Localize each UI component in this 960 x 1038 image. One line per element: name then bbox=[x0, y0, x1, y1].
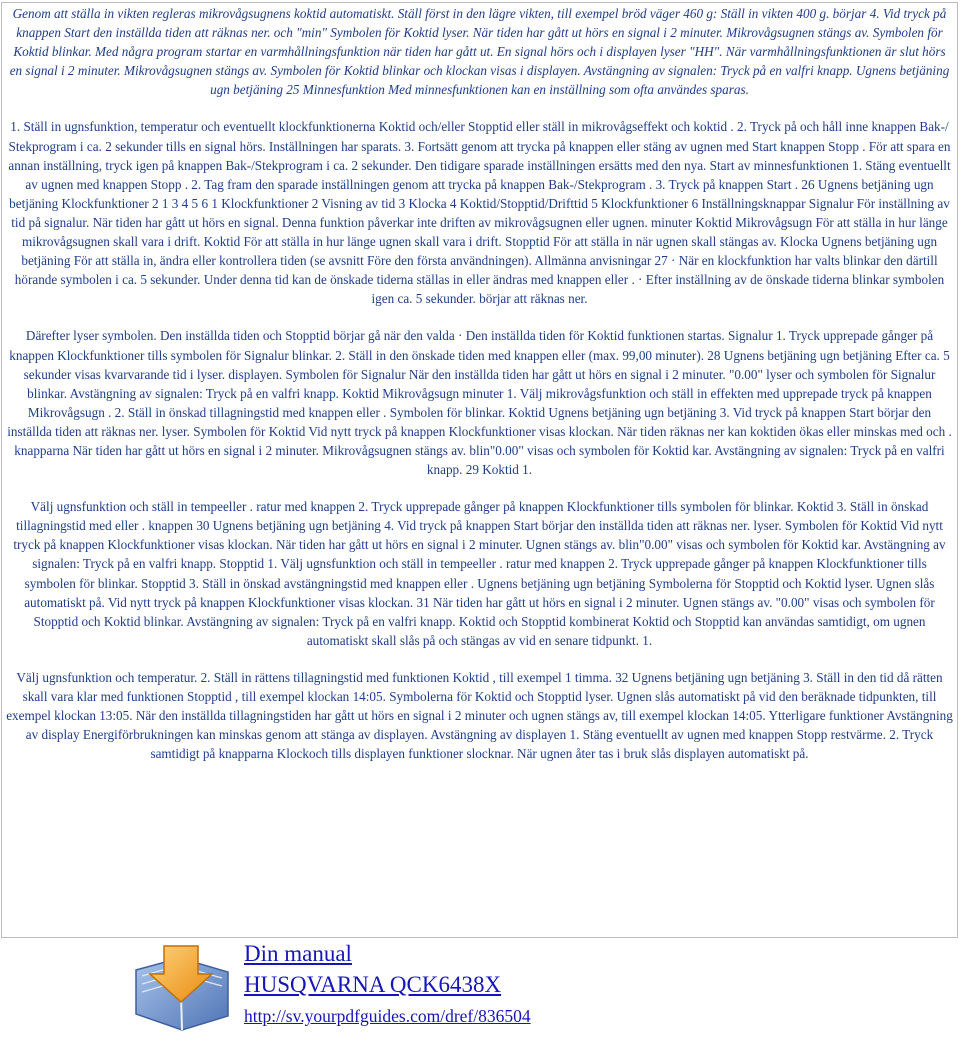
footer-links bbox=[244, 938, 531, 1030]
manual-link[interactable]: Din manual bbox=[244, 941, 352, 966]
paragraph-gap bbox=[6, 650, 953, 668]
paragraph-gap bbox=[6, 479, 953, 497]
paragraph-timer-koktid: Därefter lyser symbolen. Den inställda tiden och Stopptid börjar gå när den valda · Den inställda tiden för Koktid funktionen startas. Signalur 1. Tryck upprepade gånger på knappen Klockfunktioner tills symbolen för Signalur blinkar. 2. Ställ in den önskade tiden med knappen eller (max. 99,00 minuter). 28 Ugnens betjäning ugn betjäning Efter ca. 5 sekunder visas kvarvarande tid i lyser. displayen. Symbolen för Signalur När den inställda tiden har gått ut hörs en signal i 2 minuter. "0.00" lyser och symbolen för Signalur blinkar. Avstängning av signalen: Tryck på en valfri knapp. Koktid Mikrovågsugn minuter 1. Välj mikrovågsfunktion och ställ in effekten med upprepade tryck på knappen Mikrovågsugn . 2. Ställ in önskad tillagningstid med knappen eller . Symbolen för blinkar. Koktid Ugnens betjäning ugn betjäning 3. Vid tryck på knappen Start börjar den inställda tiden att räknas ner. lyser. Symbolen för Koktid Vid nytt tryck på knappen Klockfunktioner visas klockan. När tiden räknas ner kan koktiden ökas eller minskas med och . knapparna När tiden har gått ut hörs en signal i 2 minuter. Mikrovågsugnen stängs av. blin"0.00" visas och symbolen för Koktid kar. Avstängning av signalen: Tryck på en valfri knapp. 29 Koktid 1. bbox=[7, 328, 952, 478]
model-link[interactable]: HUSQVARNA QCK6438X bbox=[244, 972, 502, 997]
paragraph-memory-intro: Genom att ställa in vikten regleras mikrovågsugnens koktid automatiskt. Ställ först in den lägre vikten, till exempel bröd väger 460 g: Ställ in vikten 400 g. börjar 4. Vid tryck på knappen Start den inställda tiden att räknas ner. och "min" Symbolen för Koktid lyser. När tiden har gått ut hörs en signal i 2 minuter. Mikrovågsugnen stängs av. Symbolen för Koktid blinkar. Med några program startar en varmhållningsfunktion när tiden har gått ut. En signal hörs och i displayen lyser "HH". När varmhållningsfunktionen är slut hörs en signal i 2 minuter. Mikrovågsugnen stängs av. Symbolen för Koktid blinkar och klockan visas i displayen. Avstängning av signalen: Tryck på en valfri knapp. Ugnens betjäning ugn betjäning 25 Minnesfunktion Med minnesfunktionen kan en inställning som ofta användes sparas. bbox=[9, 6, 950, 98]
paragraph-gap bbox=[6, 99, 953, 117]
download-footer bbox=[128, 938, 948, 1036]
url-link[interactable]: http://sv.yourpdfguides.com/dref/836504 bbox=[244, 1006, 531, 1026]
paragraph-combined-display: Välj ugnsfunktion och temperatur. 2. Ställ in rättens tillagningstid med funktionen Koktid , till exempel 1 timma. 32 Ugnens betjäning ugn betjäning 3. Ställ in den tid då rätten skall vara klar med funktionen Stopptid , till exempel klockan 14:05. Symbolerna för Koktid och Stopptid lyser. Ugnen slås automatiskt på vid den beräknade tidpunkten, till exempel klockan 13:05. När den inställda tillagningstiden har gått ut hörs en signal i 2 minuter och ugnen stängs av, till exempel klockan 14:05. Ytterligare funktioner Avstängning av display Energiförbrukningen kan minskas genom att stänga av displayen. Avstängning av displayen 1. Stäng eventuellt av ugnen med knappen Stopp restvärme. 2. Tryck samtidigt på knapparna Klockoch tills displayen funktioner slocknar. När ugnen åter tas i bruk slås displayen automatiskt på. bbox=[6, 669, 953, 762]
manual-page bbox=[1, 2, 958, 938]
paragraph-memory-clock: 1. Ställ in ugnsfunktion, temperatur och eventuellt klockfunktionerna Koktid och/eller Stopptid eller ställ in mikrovågseffekt och koktid . 2. Tryck på och håll inne knappen Bak-/ Stekprogram i ca. 2 sekunder tills en signal hörs. Inställningen har sparats. 3. Fortsätt genom att trycka på knappen eller stäng av ugnen med Start knappen Stopp . För att spara en annan inställning, tryck igen på knappen Bak-/Stekprogram i ca. 2 sekunder. Den tidigare sparade inställningen ersätts med den nya. Start av minnesfunktionen 1. Stäng eventuellt av ugnen med knappen Stopp . 2. Tag fram den sparade inställningen genom att trycka på knappen Bak-/Stekprogram . 3. Tryck på knappen Start . 26 Ugnens betjäning ugn betjäning Klockfunktioner 2 1 3 4 5 6 1 Klockfunktioner 2 Visning av tid 3 Klocka 4 Koktid/Stopptid/Drifttid 5 Klockfunktioner 6 Inställningsknappar Signalur För inställning av tid på signalur. När tiden har gått ut hörs en signal. Denna funktion påverkar inte driften av mikrovågsugnen eller ugnen. minuter Koktid Mikrovågsugn För att ställa in hur länge mikrovågsugnen skall vara i drift. Koktid För att ställa in hur länge ugnen skall vara i drift. Stopptid För att ställa in när ugnen skall stängas av. Klocka Ugnens betjäning ugn betjäning För att ställa in, ändra eller kontrollera tiden (se avsnitt Före den första användningen). Allmänna anvisningar 27 · När en klockfunktion har valts blinkar den därtill hörande symbolen i ca. 5 sekunder. Under denna tid kan de önskade tiderna ställas in eller ändras med knappen eller . · Efter inställning av de önskade tiderna blinkar symbolen igen ca. 5 sekunder. börjar att räknas ner. bbox=[8, 119, 951, 307]
book-arrow-icon bbox=[128, 940, 238, 1034]
paragraph-gap bbox=[6, 308, 953, 326]
paragraph-koktid-stopptid: Välj ugnsfunktion och ställ in tempeeller . ratur med knappen 2. Tryck upprepade gånger på knappen Klockfunktioner tills symbolen för blinkar. Koktid 3. Ställ in önskad tillagningstid med eller . knappen 30 Ugnens betjäning ugn betjäning 4. Vid tryck på knappen Start börjar den inställda tiden att räknas ner. lyser. Symbolen för Koktid Vid nytt tryck på knappen Klockfunktioner visas klockan. När tiden har gått ut hörs en signal i 2 minuter. Ugnen stängs av. blin"0.00" visas och symbolen för Koktid kar. Avstängning av signalen: Tryck på en valfri knapp. Stopptid 1. Välj ugnsfunktion och ställ in tempeeller . ratur med knappen 2. Tryck upprepade gånger på knappen Klockfunktioner tills symbolen för blinkar. Stopptid 3. Ställ in önskad avstängningstid med knappen eller . Ugnens betjäning ugn betjäning Symbolerna för Stopptid och Koktid lyser. Ugnen slås automatiskt på. Vid nytt tryck på knappen Klockfunktioner visas klockan. 31 När tiden har gått ut hörs en signal i 2 minuter. Ugnen stängs av. "0.00" visas och symbolen för Stopptid och Koktid blinkar. Avstängning av signalen: Tryck på en valfri knapp. Koktid och Stopptid kombinerat Koktid och Stopptid kan användas samtidigt, om ugnen automatiskt skall slås på och stängas av vid en senare tidpunkt. 1. bbox=[13, 499, 946, 648]
